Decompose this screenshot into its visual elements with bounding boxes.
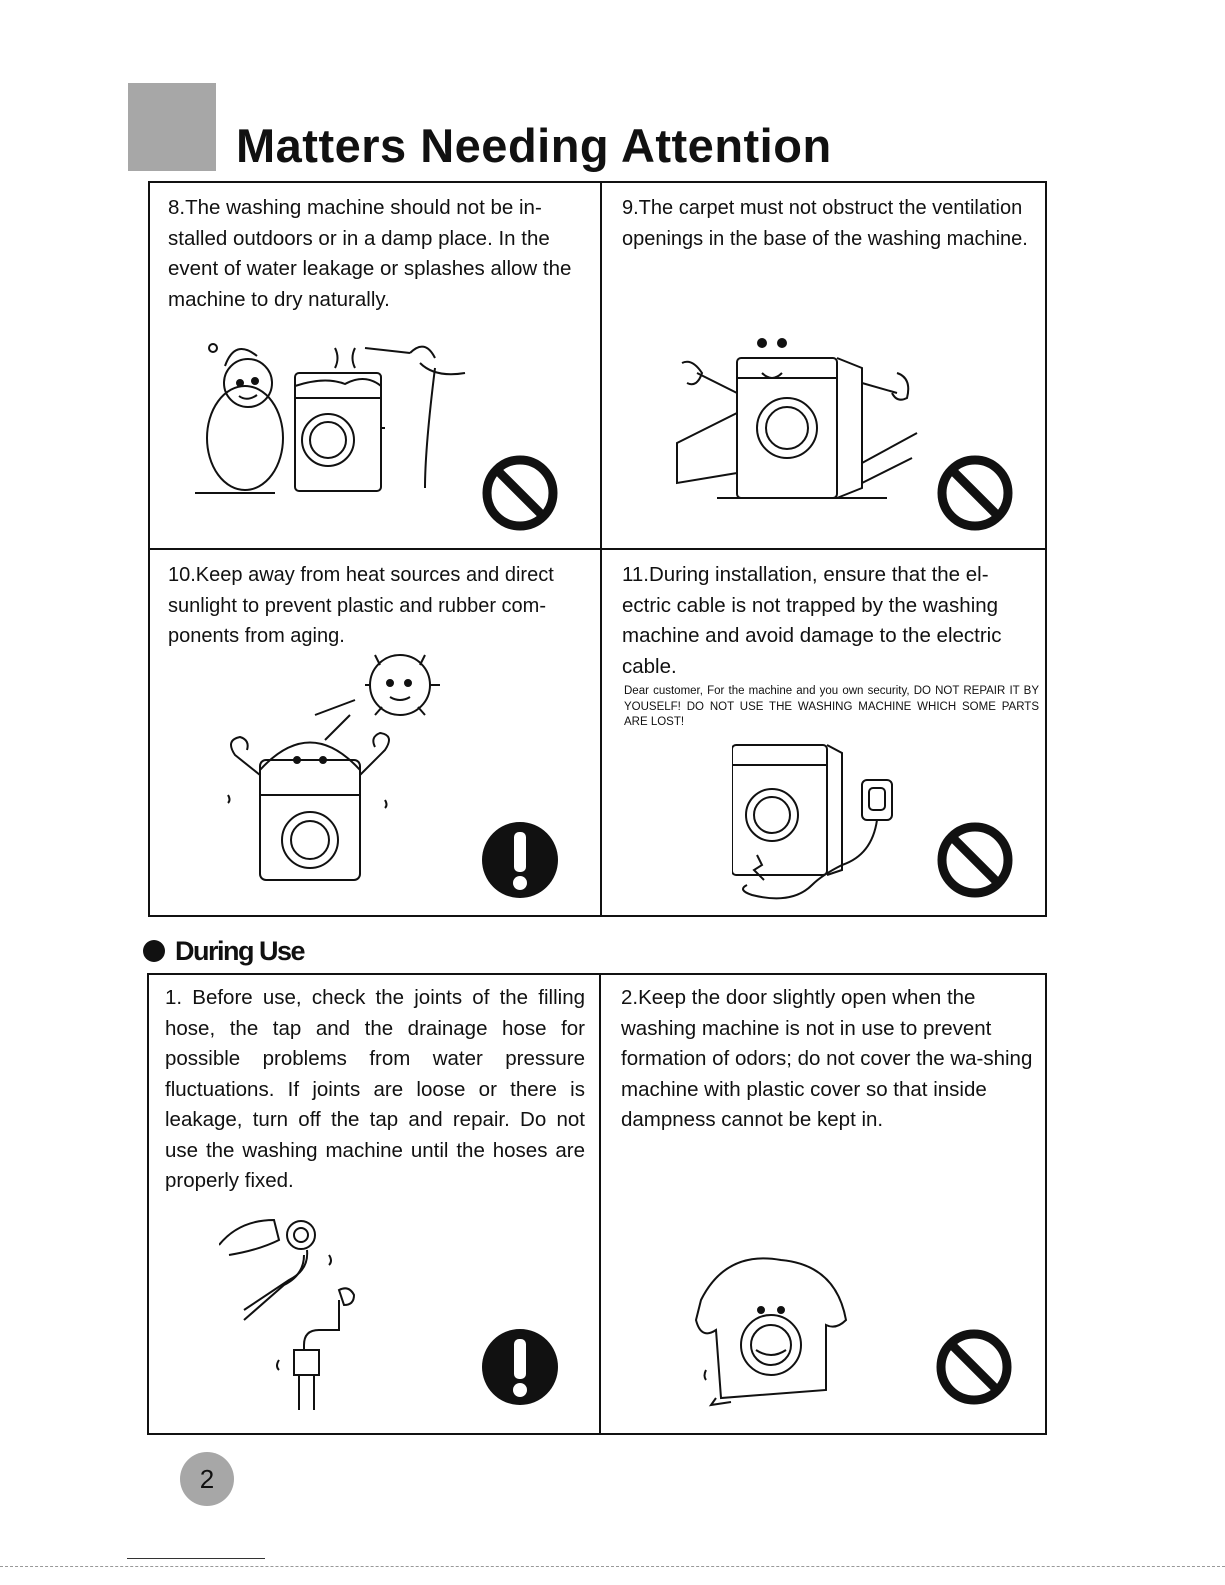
item-11-cell	[602, 550, 1049, 919]
page-title: Matters Needing Attention	[236, 119, 832, 172]
cable-washer-illustration	[732, 735, 962, 905]
prohibition-icon	[935, 453, 1015, 533]
header-gray-block	[128, 83, 216, 171]
item-9-cell	[602, 183, 1049, 548]
sun-washer-illustration	[225, 645, 455, 890]
item-10-text: 10.Keep away from heat sources and direct sunlight to prevent plastic and rubber com-ponents from aging.	[168, 564, 554, 647]
during-use-item-2-cell	[601, 975, 1049, 1437]
prohibition-icon	[480, 453, 560, 533]
item-10-cell	[150, 550, 600, 919]
carpet-washer-illustration	[657, 333, 927, 503]
during-use-item-1-text: 1. Before use, check the joints of the filling hose, the tap and the drainage hose for possible problems from water pressure fluctuations. If joints are loose or there is leakage, turn off the tap and repair. Do not use the washing machine until the hoses are properly fixed.	[165, 986, 585, 1192]
item-9-text: 9.The carpet must not obstruct the ventilation openings in the base of the washing machine.	[622, 197, 1028, 250]
security-note: Dear customer, For the machine and you own security, DO NOT REPAIR IT BY YOUSELF! DO NOT USE THE WASHING MACHINE WHICH SOME PARTS ARE LOST!	[624, 685, 1039, 728]
during-use-item-2-text: 2.Keep the door slightly open when the washing machine is not in use to prevent formation of odors; do not cover the wa-shing machine with plastic cover so that inside dampness cannot be kept in.	[621, 986, 1033, 1131]
page-number: 2	[180, 1452, 234, 1506]
warning-exclamation-icon	[480, 1327, 560, 1407]
prohibition-icon	[935, 820, 1015, 900]
hose-tap-illustration	[219, 1200, 369, 1415]
page-edge-dashes	[0, 1566, 1225, 1567]
bullet-icon	[143, 940, 165, 962]
item-11-text: 11.During installation, ensure that the el-ectric cable is not trapped by the washing machine and avoid damage to the electric cable.	[622, 563, 1002, 678]
section-title-during-use: During Use	[175, 936, 305, 966]
footer-rule	[127, 1558, 265, 1559]
during-use-item-1-cell	[149, 975, 599, 1437]
snowman-washer-illustration	[195, 328, 485, 498]
item-8-text: 8.The washing machine should not be in-stalled outdoors or in a damp place. In the event of water leakage or splashes allow the machine to dry naturally.	[168, 196, 572, 311]
item-8-cell	[150, 183, 600, 548]
covered-washer-illustration	[686, 1250, 856, 1410]
attention-grid-top	[148, 181, 1047, 917]
during-use-grid	[147, 973, 1047, 1435]
prohibition-icon	[934, 1327, 1014, 1407]
warning-exclamation-icon	[480, 820, 560, 900]
